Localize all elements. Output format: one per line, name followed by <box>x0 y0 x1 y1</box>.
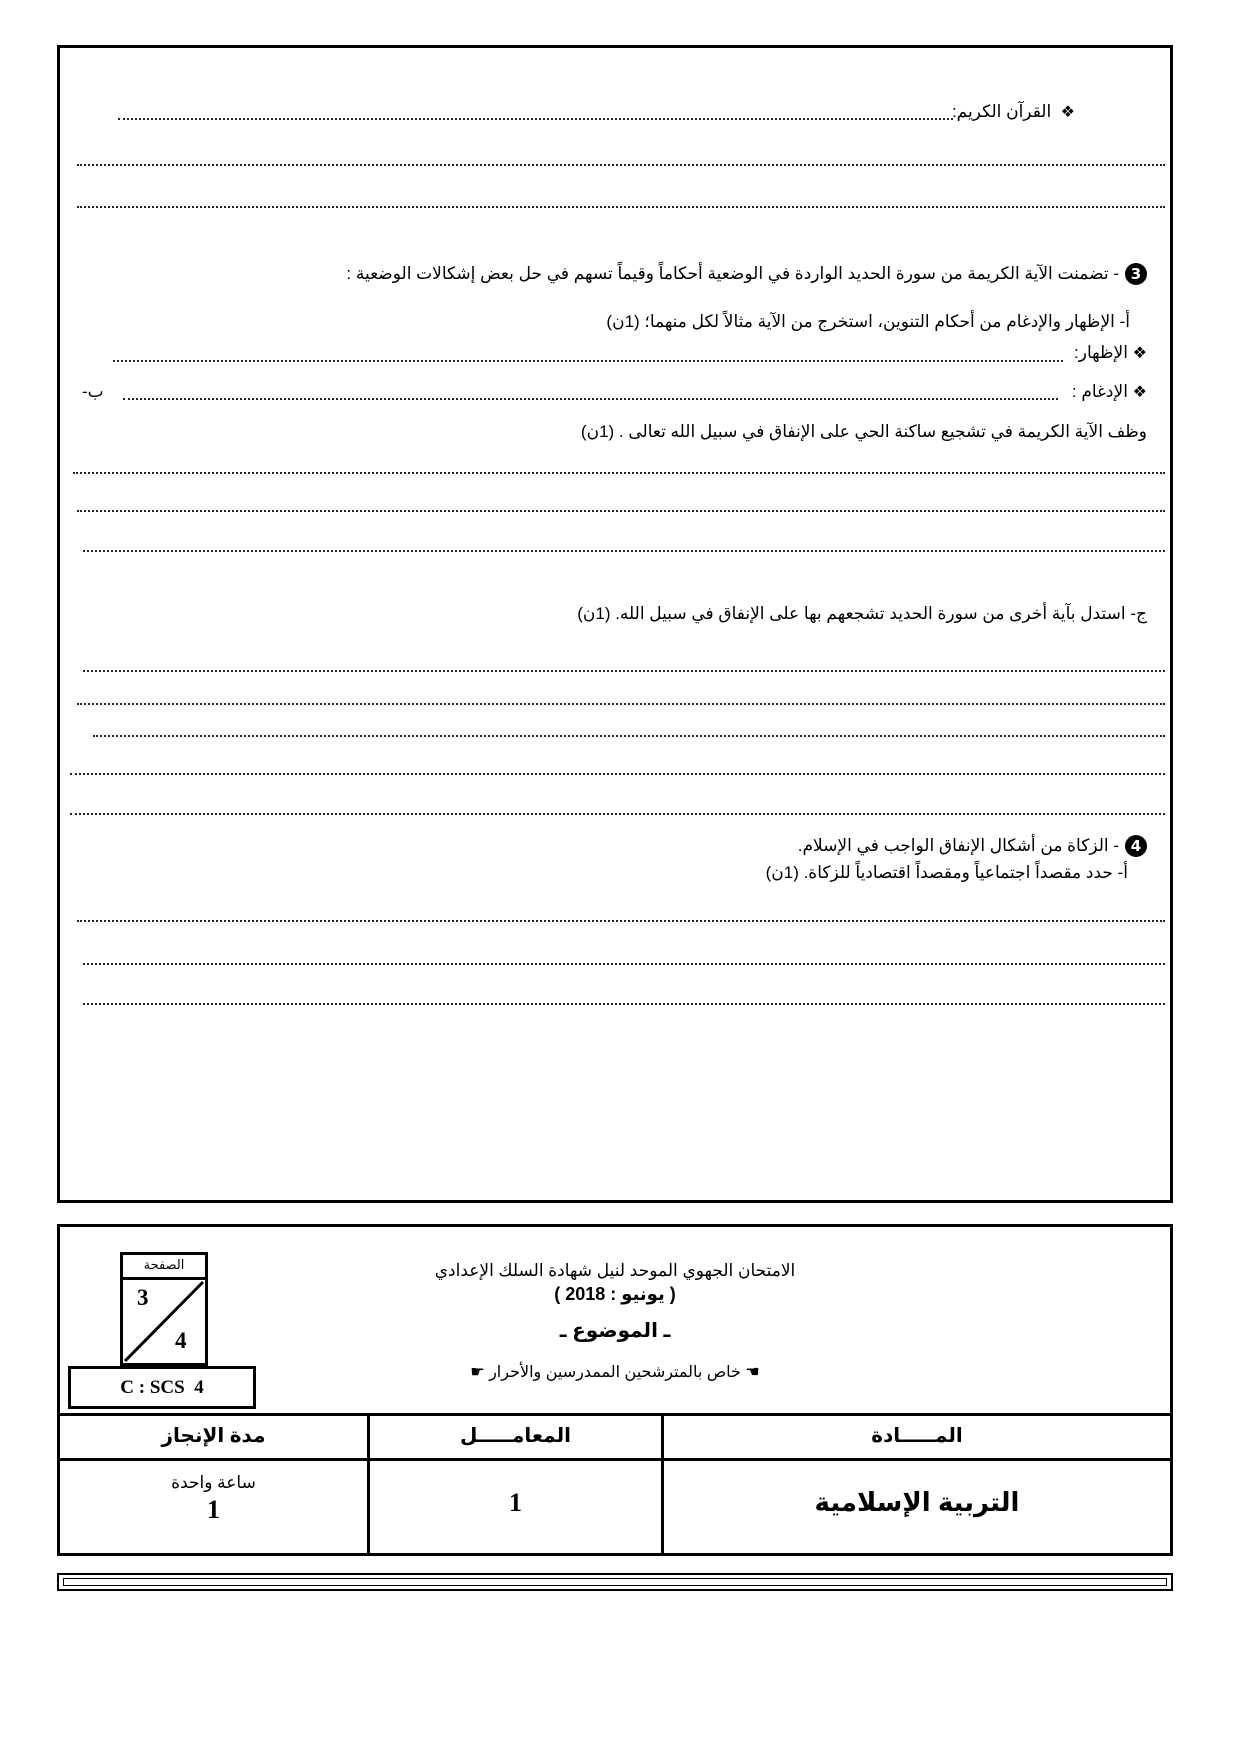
page-label: الصفحة <box>143 1257 185 1272</box>
idgham-item <box>1072 381 1147 404</box>
pointing-hand-icon: ☚ <box>745 1364 760 1381</box>
quran-label: القرآن الكريم: <box>951 102 1052 121</box>
answer-line[interactable] <box>93 735 1165 737</box>
bottom-border-bar <box>57 1573 1173 1591</box>
question-4 <box>798 835 1147 857</box>
coefficient-value: 1 <box>509 1488 522 1517</box>
answer-line[interactable] <box>83 1003 1165 1005</box>
answer-line[interactable] <box>77 164 1165 166</box>
izhar-item <box>1074 342 1147 365</box>
page-total: 4 <box>175 1328 187 1353</box>
answer-line[interactable] <box>83 670 1165 672</box>
question-4a-text: أ- حدد مقصداً اجتماعياً ومقصداً اقتصادياً للزكاة. (1ن) <box>765 863 1128 882</box>
question-3a-text: أ- الإظهار والإدغام من أحكام التنوين، استخرج من الآية مثالاً لكل منهما؛ (1ن) <box>606 312 1130 331</box>
idgham-label: الإدغام : <box>1071 382 1128 401</box>
exam-code-box <box>68 1366 256 1409</box>
answer-line[interactable] <box>77 510 1165 512</box>
question-4-text: - الزكاة من أشكال الإنفاق الواجب في الإسلام. <box>797 836 1119 855</box>
question-3-text: - تضمنت الآية الكريمة من سورة الحديد الواردة في الوضعية أحكاماً وقيماً تسهم في حل بعض إشكالات الوضعية : <box>346 264 1119 283</box>
question-3c-text: ج- استدل بآية أخرى من سورة الحديد تشجعهم بها على الإنفاق في سبيل الله. (1ن) <box>577 604 1147 623</box>
page-divider-icon <box>123 1280 205 1363</box>
answer-line[interactable] <box>83 550 1165 552</box>
answer-line[interactable] <box>70 813 1165 815</box>
column-header-duration: مدة الإنجاز <box>161 1425 266 1447</box>
diamond-bullet-icon: ❖ <box>1132 345 1147 362</box>
page-number-box <box>120 1252 208 1366</box>
candidates-note <box>390 1362 840 1382</box>
question-3 <box>346 263 1147 285</box>
answer-line[interactable] <box>83 963 1165 965</box>
subject-value: التربية الإسلامية <box>814 1487 1020 1517</box>
subject-heading: ـ الموضوع ـ <box>559 1320 671 1342</box>
exam-code: C : SCS 4 <box>120 1377 204 1398</box>
duration-text: ساعة واحدة <box>171 1473 256 1492</box>
idgham-answer-line[interactable] <box>123 398 1058 400</box>
question-number-badge: 4 <box>1125 835 1147 857</box>
izhar-answer-line[interactable] <box>113 360 1063 362</box>
table-header-rule <box>57 1458 1173 1461</box>
question-number-badge: 3 <box>1125 263 1147 285</box>
diamond-bullet-icon: ❖ <box>1060 104 1075 121</box>
answer-line[interactable] <box>70 773 1165 775</box>
exam-title: الامتحان الجهوي الموحد لنيل شهادة السلك الإعدادي <box>434 1261 796 1280</box>
duration-value: 1 <box>207 1495 220 1524</box>
question-3b-label: ب- <box>82 382 104 401</box>
answer-line[interactable] <box>118 118 953 120</box>
diamond-bullet-icon: ❖ <box>1132 384 1147 401</box>
answer-line[interactable] <box>77 206 1165 208</box>
quran-item <box>952 101 1075 124</box>
izhar-label: الإظهار: <box>1074 343 1128 362</box>
column-header-coefficient: المعامـــــل <box>460 1425 571 1447</box>
page-current: 3 <box>137 1285 149 1310</box>
answer-line[interactable] <box>77 703 1165 705</box>
answer-line[interactable] <box>77 920 1165 922</box>
pointing-hand-icon: ☛ <box>470 1364 485 1381</box>
exam-session: ( يونيو : 2018 ) <box>554 1284 676 1304</box>
column-header-subject: المـــــادة <box>871 1425 963 1447</box>
candidates-note-text: خاص بالمترشحين الممدرسين والأحرار <box>489 1364 741 1381</box>
table-top-rule <box>57 1413 1173 1416</box>
answer-line[interactable] <box>73 472 1165 474</box>
question-3b-text: وظف الآية الكريمة في تشجيع ساكنة الحي على الإنفاق في سبيل الله تعالى . (1ن) <box>580 422 1147 441</box>
